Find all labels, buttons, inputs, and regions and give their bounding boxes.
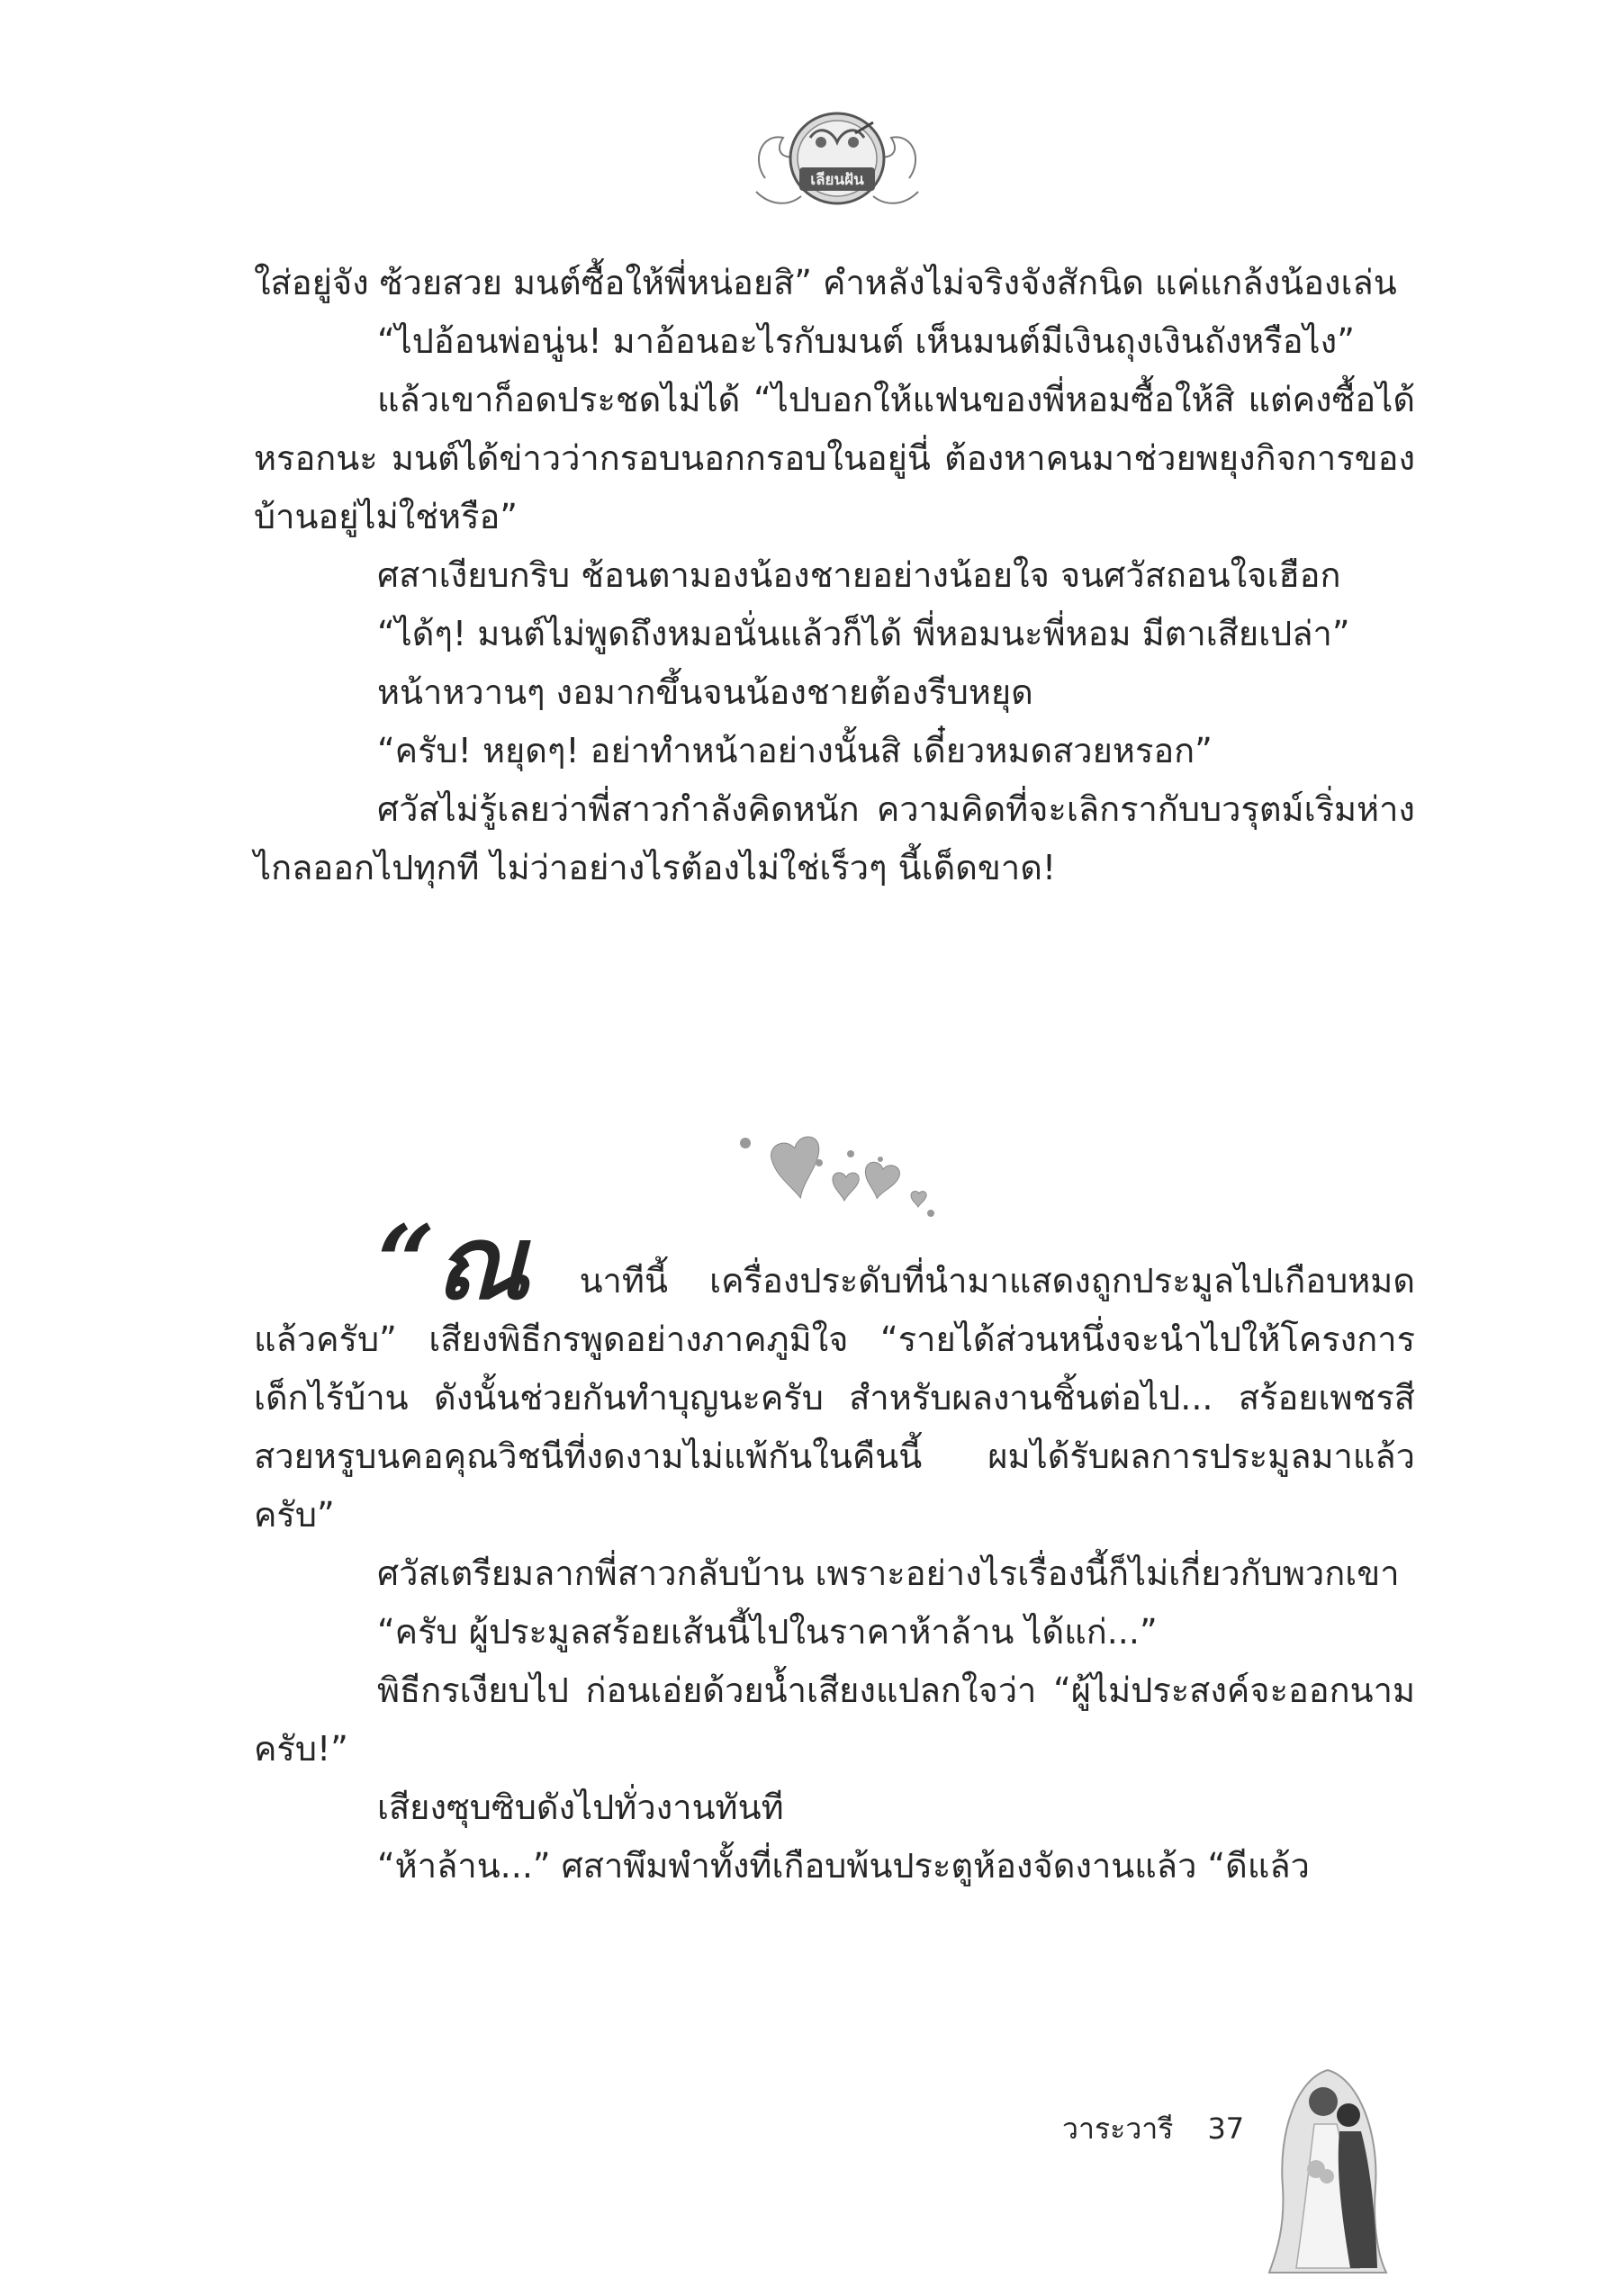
page-footer: [1062, 2111, 1244, 2147]
paragraph: หน้าหวานๆ งอมากขึ้นจนน้องชายต้องรีบหยุด: [377, 672, 1033, 712]
book-title: วาระวารี: [1062, 2111, 1174, 2146]
section-2-text: [254, 1204, 1415, 1895]
paragraph-with-dropcap: [254, 1204, 1415, 1544]
paragraph: เสียงซุบซิบดังไปทั่วงานทันที: [377, 1787, 784, 1827]
paragraph: ศสาเงียบกริบ ช้อนตามองน้องชายอย่างน้อยใจ จนศวัสถอนใจเฮือก: [377, 555, 1341, 595]
header-emblem-logo: [747, 106, 927, 216]
paragraph: ใส่อยู่จัง ซ้วยสวย มนต์ซื้อให้พี่หน่อยสิ” คำหลังไม่จริงจังสักนิด แค่แกล้งน้องเล่น: [254, 263, 1397, 302]
bride-groom-illustration-icon: [1260, 2061, 1395, 2277]
paragraph: “ครับ! หยุดๆ! อย่าทำหน้าอย่างนั้นสิ เดี๋ยวหมดสวยหรอก”: [377, 731, 1213, 770]
paragraph: พิธีกรเงียบไป ก่อนเอ่ยด้วยน้ำเสียงแปลกใจว่า “ผู้ไม่ประสงค์จะออกนามครับ!”: [254, 1670, 1415, 1769]
section-1-text: [254, 254, 1415, 897]
paragraph: แล้วเขาก็อดประชดไม่ได้ “ไปบอกให้แฟนของพี่หอมซื้อให้สิ แต่คงซื้อได้หรอกนะ มนต์ได้ข่าวว่ากรอบนอกกรอบในอยู่นี่ ต้องหาคนมาช่วยพยุงกิจการของบ้านอยู่ไม่ใช่หรือ”: [254, 380, 1415, 536]
paragraph: ศวัสไม่รู้เลยว่าพี่สาวกำลังคิดหนัก ความคิดที่จะเลิกรากับบวรุตม์เริ่มห่างไกลออกไปทุกที ไม่ว่าอย่างไรต้องไม่ใช่เร็วๆ นี้เด็ดขาด!: [254, 789, 1415, 887]
paragraph: “ได้ๆ! มนต์ไม่พูดถึงหมอนั่นแล้วก็ได้ พี่หอมนะพี่หอม มีตาเสียเปล่า”: [377, 614, 1350, 653]
paragraph: “ห้าล้าน...” ศสาพึมพำทั้งที่เกือบพ้นประตูห้องจัดงานแล้ว “ดีแล้ว: [377, 1846, 1310, 1886]
hearts-ornament-icon: [720, 1116, 945, 1224]
drop-cap: “ณ: [377, 1204, 529, 1322]
page-number: 37: [1207, 2111, 1245, 2146]
paragraph-rest: นาทีนี้ เครื่องประดับที่นำมาแสดงถูกประมูลไปเกือบหมดแล้วครับ” เสียงพิธีกรพูดอย่างภาคภูมิใจ “รายได้ส่วนหนึ่งจะนำไปให้โครงการเด็กไร้บ้าน ดังนั้นช่วยกันทำบุญนะครับ สำหรับผลงานชิ้นต่อไป... สร้อยเพชรสีสวยหรูบนคอคุณวิชนีที่งดงามไม่แพ้กันในคืนนี้ ผมได้รับผลการประมูลมาแล้วครับ”: [254, 1261, 1415, 1535]
paragraph: ศวัสเตรียมลากพี่สาวกลับบ้าน เพราะอย่างไรเรื่องนี้ก็ไม่เกี่ยวกับพวกเขา: [377, 1553, 1400, 1593]
paragraph: “ไปอ้อนพ่อนู่น! มาอ้อนอะไรกับมนต์ เห็นมนต์มีเงินถุงเงินถังหรือไง”: [377, 321, 1355, 361]
paragraph: “ครับ ผู้ประมูลสร้อยเส้นนี้ไปในราคาห้าล้าน ได้แก่...”: [377, 1612, 1158, 1652]
emblem-text: เลียนฝัน: [810, 171, 864, 189]
